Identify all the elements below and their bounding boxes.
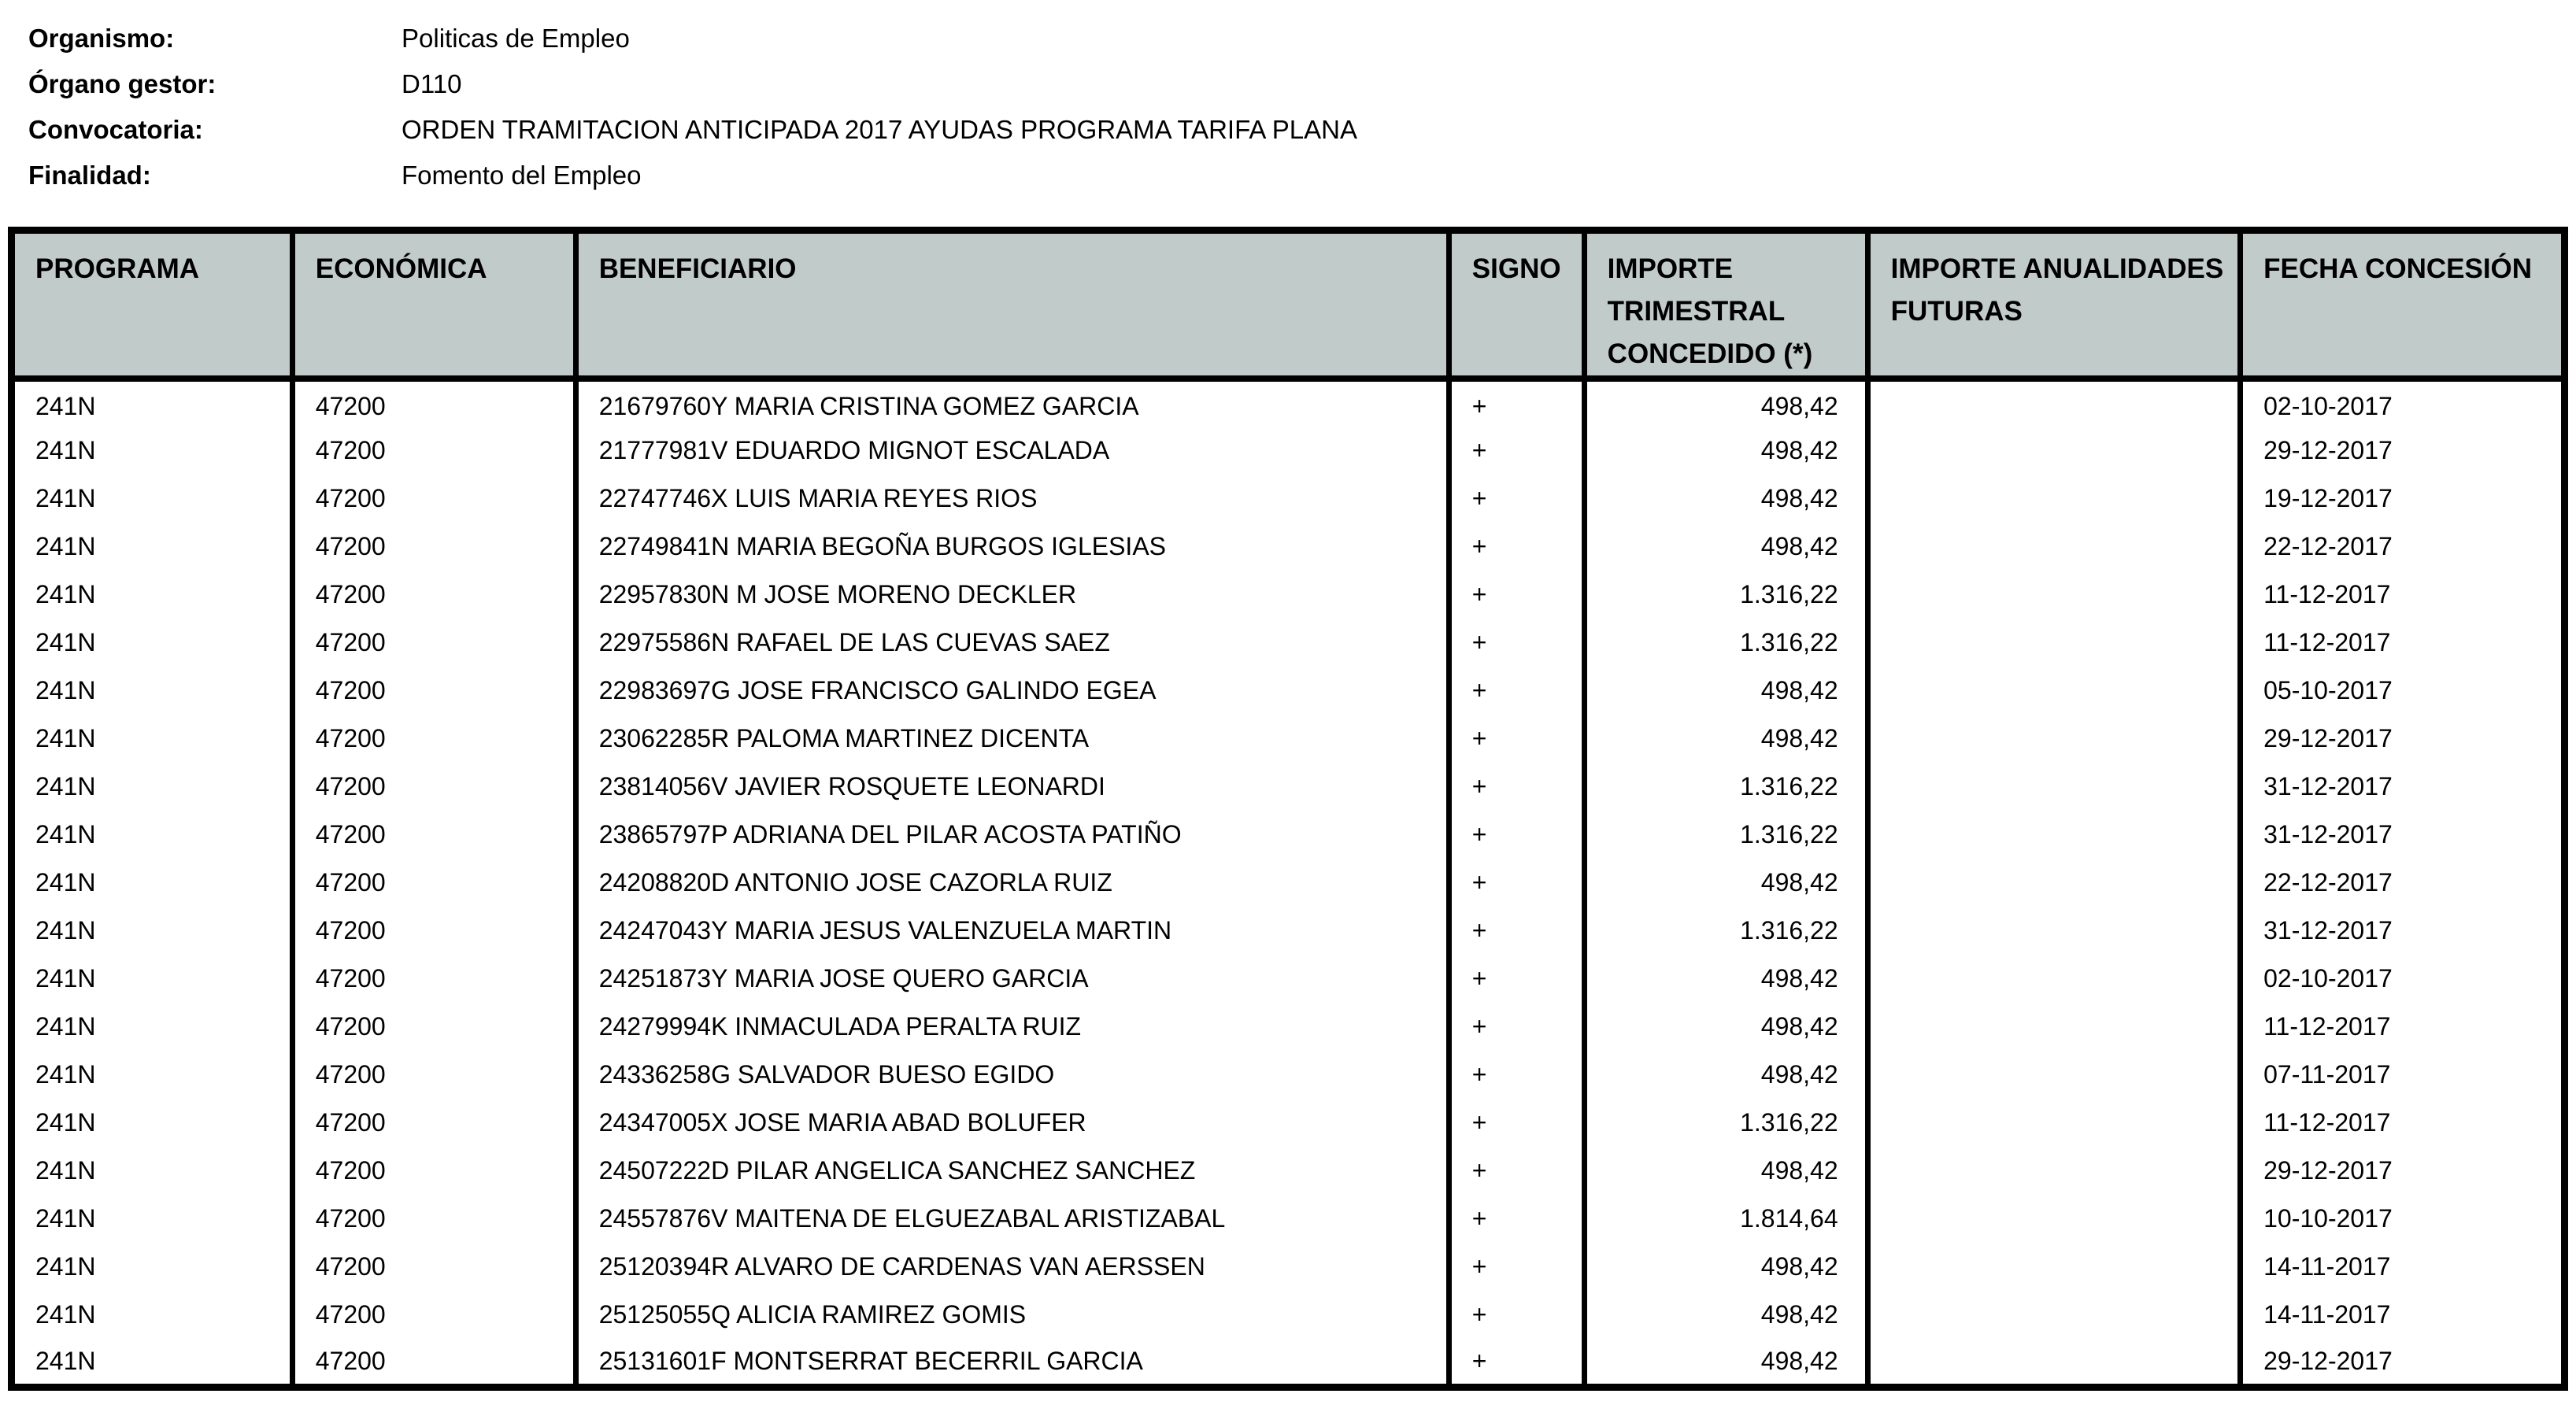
cell-importe-trimestral: 498,42	[1584, 1243, 1867, 1291]
cell-economica: 47200	[292, 619, 576, 667]
meta-row-organo-gestor	[28, 69, 2576, 115]
cell-signo: +	[1449, 475, 1584, 523]
cell-beneficiario: 25125055Q ALICIA RAMIREZ GOMIS	[576, 1291, 1449, 1339]
cell-fecha-concesion: 07-11-2017	[2241, 1051, 2565, 1099]
cell-beneficiario: 21679760Y MARIA CRISTINA GOMEZ GARCIA	[576, 379, 1449, 427]
table-row	[12, 955, 2565, 1003]
cell-programa: 241N	[12, 859, 293, 907]
cell-importe-trimestral: 498,42	[1584, 667, 1867, 715]
cell-signo: +	[1449, 667, 1584, 715]
table-row	[12, 427, 2565, 475]
cell-fecha-concesion: 29-12-2017	[2241, 1147, 2565, 1195]
cell-economica: 47200	[292, 1243, 576, 1291]
cell-programa: 241N	[12, 763, 293, 811]
header-row	[12, 231, 2565, 379]
table-row	[12, 763, 2565, 811]
cell-importe-trimestral: 498,42	[1584, 379, 1867, 427]
cell-fecha-concesion: 11-12-2017	[2241, 1003, 2565, 1051]
cell-programa: 241N	[12, 1195, 293, 1243]
cell-economica: 47200	[292, 571, 576, 619]
table-row	[12, 1291, 2565, 1339]
cell-importe-anualidades	[1867, 811, 2240, 859]
cell-importe-anualidades	[1867, 763, 2240, 811]
cell-economica: 47200	[292, 379, 576, 427]
cell-beneficiario: 21777981V EDUARDO MIGNOT ESCALADA	[576, 427, 1449, 475]
cell-economica: 47200	[292, 667, 576, 715]
cell-fecha-concesion: 10-10-2017	[2241, 1195, 2565, 1243]
grants-table	[8, 227, 2568, 1391]
cell-economica: 47200	[292, 811, 576, 859]
cell-beneficiario: 24557876V MAITENA DE ELGUEZABAL ARISTIZABAL	[576, 1195, 1449, 1243]
column-header-beneficiario: BENEFICIARIO	[576, 231, 1449, 379]
cell-signo: +	[1449, 379, 1584, 427]
cell-importe-trimestral: 1.814,64	[1584, 1195, 1867, 1243]
cell-importe-trimestral: 498,42	[1584, 475, 1867, 523]
cell-importe-trimestral: 1.316,22	[1584, 907, 1867, 955]
cell-importe-anualidades	[1867, 1003, 2240, 1051]
cell-importe-trimestral: 1.316,22	[1584, 619, 1867, 667]
meta-row-convocatoria	[28, 115, 2576, 161]
cell-signo: +	[1449, 1339, 1584, 1387]
cell-importe-trimestral: 498,42	[1584, 1291, 1867, 1339]
cell-economica: 47200	[292, 1051, 576, 1099]
cell-fecha-concesion: 19-12-2017	[2241, 475, 2565, 523]
cell-fecha-concesion: 31-12-2017	[2241, 763, 2565, 811]
cell-fecha-concesion: 22-12-2017	[2241, 859, 2565, 907]
cell-importe-anualidades	[1867, 715, 2240, 763]
cell-signo: +	[1449, 1291, 1584, 1339]
table-row	[12, 1099, 2565, 1147]
cell-fecha-concesion: 11-12-2017	[2241, 571, 2565, 619]
table-row	[12, 1051, 2565, 1099]
cell-beneficiario: 25120394R ALVARO DE CARDENAS VAN AERSSEN	[576, 1243, 1449, 1291]
column-header-importe-anualidades: IMPORTE ANUALIDADES FUTURAS	[1867, 231, 2240, 379]
cell-importe-trimestral: 1.316,22	[1584, 571, 1867, 619]
cell-programa: 241N	[12, 715, 293, 763]
cell-importe-trimestral: 1.316,22	[1584, 811, 1867, 859]
cell-economica: 47200	[292, 1099, 576, 1147]
cell-programa: 241N	[12, 1099, 293, 1147]
cell-beneficiario: 24279994K INMACULADA PERALTA RUIZ	[576, 1003, 1449, 1051]
cell-fecha-concesion: 22-12-2017	[2241, 523, 2565, 571]
cell-economica: 47200	[292, 1195, 576, 1243]
cell-signo: +	[1449, 907, 1584, 955]
cell-fecha-concesion: 11-12-2017	[2241, 619, 2565, 667]
cell-beneficiario: 22747746X LUIS MARIA REYES RIOS	[576, 475, 1449, 523]
cell-importe-trimestral: 498,42	[1584, 427, 1867, 475]
meta-label-convocatoria: Convocatoria:	[28, 115, 203, 144]
table-row	[12, 475, 2565, 523]
cell-importe-trimestral: 498,42	[1584, 1051, 1867, 1099]
cell-signo: +	[1449, 1003, 1584, 1051]
cell-signo: +	[1449, 955, 1584, 1003]
cell-signo: +	[1449, 1195, 1584, 1243]
cell-fecha-concesion: 29-12-2017	[2241, 427, 2565, 475]
cell-importe-anualidades	[1867, 1147, 2240, 1195]
cell-beneficiario: 22749841N MARIA BEGOÑA BURGOS IGLESIAS	[576, 523, 1449, 571]
meta-label-organismo: Organismo:	[28, 24, 175, 53]
cell-beneficiario: 22975586N RAFAEL DE LAS CUEVAS SAEZ	[576, 619, 1449, 667]
cell-importe-anualidades	[1867, 571, 2240, 619]
cell-economica: 47200	[292, 1003, 576, 1051]
cell-importe-trimestral: 498,42	[1584, 1003, 1867, 1051]
cell-importe-anualidades	[1867, 379, 2240, 427]
cell-economica: 47200	[292, 427, 576, 475]
cell-signo: +	[1449, 811, 1584, 859]
cell-programa: 241N	[12, 1003, 293, 1051]
meta-value-finalidad: Fomento del Empleo	[402, 161, 642, 190]
cell-importe-trimestral: 498,42	[1584, 859, 1867, 907]
cell-importe-anualidades	[1867, 427, 2240, 475]
meta-value-organismo: Politicas de Empleo	[402, 24, 630, 53]
cell-importe-trimestral: 498,42	[1584, 955, 1867, 1003]
cell-beneficiario: 24251873Y MARIA JOSE QUERO GARCIA	[576, 955, 1449, 1003]
meta-row-organismo	[28, 24, 2576, 69]
cell-economica: 47200	[292, 715, 576, 763]
table-row	[12, 571, 2565, 619]
cell-signo: +	[1449, 1243, 1584, 1291]
cell-fecha-concesion: 29-12-2017	[2241, 1339, 2565, 1387]
column-header-economica: ECONÓMICA	[292, 231, 576, 379]
cell-economica: 47200	[292, 475, 576, 523]
table-row	[12, 667, 2565, 715]
cell-importe-trimestral: 1.316,22	[1584, 1099, 1867, 1147]
cell-programa: 241N	[12, 667, 293, 715]
table-row	[12, 1195, 2565, 1243]
cell-programa: 241N	[12, 379, 293, 427]
table-row	[12, 1339, 2565, 1387]
cell-beneficiario: 23062285R PALOMA MARTINEZ DICENTA	[576, 715, 1449, 763]
cell-importe-anualidades	[1867, 475, 2240, 523]
meta-label-organo-gestor: Órgano gestor:	[28, 69, 217, 98]
cell-importe-anualidades	[1867, 667, 2240, 715]
cell-beneficiario: 23865797P ADRIANA DEL PILAR ACOSTA PATIÑO	[576, 811, 1449, 859]
table-row	[12, 523, 2565, 571]
cell-fecha-concesion: 11-12-2017	[2241, 1099, 2565, 1147]
cell-fecha-concesion: 02-10-2017	[2241, 379, 2565, 427]
grants-table-body	[12, 379, 2565, 1387]
cell-signo: +	[1449, 1147, 1584, 1195]
cell-beneficiario: 22957830N M JOSE MORENO DECKLER	[576, 571, 1449, 619]
cell-fecha-concesion: 14-11-2017	[2241, 1243, 2565, 1291]
meta-row-finalidad	[28, 161, 2576, 206]
document-meta	[0, 0, 2576, 206]
cell-importe-trimestral: 498,42	[1584, 523, 1867, 571]
meta-value-convocatoria: ORDEN TRAMITACION ANTICIPADA 2017 AYUDAS PROGRAMA TARIFA PLANA	[402, 115, 1357, 144]
cell-beneficiario: 23814056V JAVIER ROSQUETE LEONARDI	[576, 763, 1449, 811]
cell-importe-trimestral: 498,42	[1584, 1147, 1867, 1195]
cell-importe-anualidades	[1867, 907, 2240, 955]
cell-fecha-concesion: 05-10-2017	[2241, 667, 2565, 715]
cell-importe-trimestral: 498,42	[1584, 1339, 1867, 1387]
cell-signo: +	[1449, 1099, 1584, 1147]
column-header-fecha-concesion: FECHA CONCESIÓN	[2241, 231, 2565, 379]
cell-beneficiario: 22983697G JOSE FRANCISCO GALINDO EGEA	[576, 667, 1449, 715]
cell-economica: 47200	[292, 859, 576, 907]
table-row	[12, 1147, 2565, 1195]
table-row	[12, 379, 2565, 427]
cell-importe-anualidades	[1867, 1243, 2240, 1291]
cell-fecha-concesion: 31-12-2017	[2241, 907, 2565, 955]
column-header-importe-trimestral: IMPORTE TRIMESTRAL CONCEDIDO (*)	[1584, 231, 1867, 379]
cell-beneficiario: 25131601F MONTSERRAT BECERRIL GARCIA	[576, 1339, 1449, 1387]
meta-value-organo-gestor: D110	[402, 69, 462, 98]
cell-importe-anualidades	[1867, 1195, 2240, 1243]
cell-beneficiario: 24247043Y MARIA JESUS VALENZUELA MARTIN	[576, 907, 1449, 955]
cell-programa: 241N	[12, 571, 293, 619]
meta-label-finalidad: Finalidad:	[28, 161, 151, 190]
cell-programa: 241N	[12, 907, 293, 955]
cell-economica: 47200	[292, 1291, 576, 1339]
cell-economica: 47200	[292, 523, 576, 571]
cell-signo: +	[1449, 859, 1584, 907]
column-header-programa: PROGRAMA	[12, 231, 293, 379]
cell-beneficiario: 24208820D ANTONIO JOSE CAZORLA RUIZ	[576, 859, 1449, 907]
table-row	[12, 907, 2565, 955]
cell-importe-trimestral: 1.316,22	[1584, 763, 1867, 811]
cell-economica: 47200	[292, 1339, 576, 1387]
cell-programa: 241N	[12, 427, 293, 475]
cell-signo: +	[1449, 1051, 1584, 1099]
cell-programa: 241N	[12, 619, 293, 667]
cell-signo: +	[1449, 523, 1584, 571]
cell-programa: 241N	[12, 1147, 293, 1195]
cell-fecha-concesion: 31-12-2017	[2241, 811, 2565, 859]
cell-beneficiario: 24336258G SALVADOR BUESO EGIDO	[576, 1051, 1449, 1099]
cell-signo: +	[1449, 763, 1584, 811]
cell-economica: 47200	[292, 1147, 576, 1195]
cell-fecha-concesion: 14-11-2017	[2241, 1291, 2565, 1339]
table-row	[12, 1243, 2565, 1291]
cell-signo: +	[1449, 715, 1584, 763]
cell-importe-anualidades	[1867, 1339, 2240, 1387]
cell-fecha-concesion: 29-12-2017	[2241, 715, 2565, 763]
cell-signo: +	[1449, 427, 1584, 475]
cell-importe-anualidades	[1867, 523, 2240, 571]
cell-signo: +	[1449, 619, 1584, 667]
cell-economica: 47200	[292, 907, 576, 955]
cell-programa: 241N	[12, 811, 293, 859]
table-row	[12, 1003, 2565, 1051]
cell-importe-anualidades	[1867, 1291, 2240, 1339]
cell-programa: 241N	[12, 523, 293, 571]
cell-fecha-concesion: 02-10-2017	[2241, 955, 2565, 1003]
cell-importe-trimestral: 498,42	[1584, 715, 1867, 763]
cell-programa: 241N	[12, 1339, 293, 1387]
grants-table-header	[12, 231, 2565, 379]
column-header-signo: SIGNO	[1449, 231, 1584, 379]
cell-programa: 241N	[12, 1243, 293, 1291]
cell-programa: 241N	[12, 1051, 293, 1099]
cell-beneficiario: 24507222D PILAR ANGELICA SANCHEZ SANCHEZ	[576, 1147, 1449, 1195]
cell-importe-anualidades	[1867, 859, 2240, 907]
cell-beneficiario: 24347005X JOSE MARIA ABAD BOLUFER	[576, 1099, 1449, 1147]
cell-economica: 47200	[292, 763, 576, 811]
table-row	[12, 859, 2565, 907]
cell-importe-anualidades	[1867, 619, 2240, 667]
table-row	[12, 811, 2565, 859]
cell-programa: 241N	[12, 475, 293, 523]
cell-importe-anualidades	[1867, 1051, 2240, 1099]
cell-programa: 241N	[12, 1291, 293, 1339]
table-row	[12, 715, 2565, 763]
cell-importe-anualidades	[1867, 1099, 2240, 1147]
cell-economica: 47200	[292, 955, 576, 1003]
table-row	[12, 619, 2565, 667]
cell-importe-anualidades	[1867, 955, 2240, 1003]
cell-signo: +	[1449, 571, 1584, 619]
cell-programa: 241N	[12, 955, 293, 1003]
